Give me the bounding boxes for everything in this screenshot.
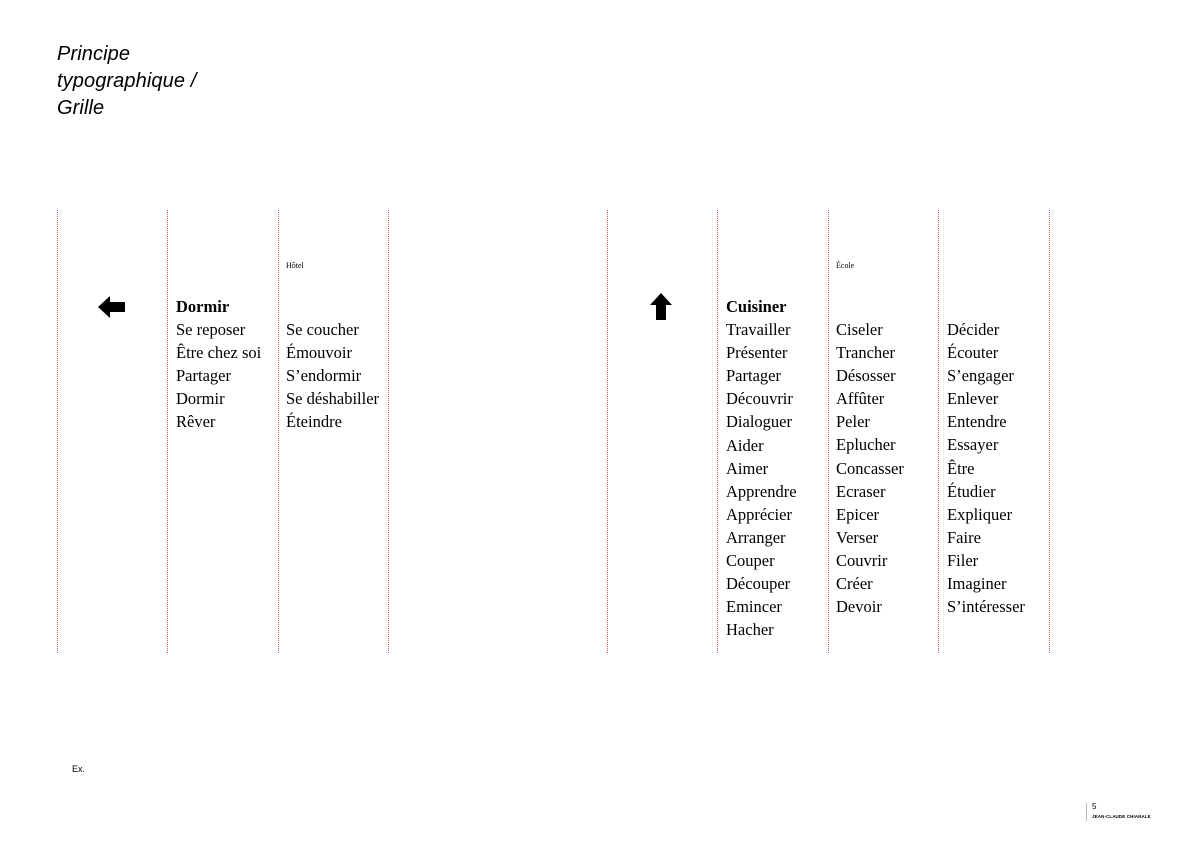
word-column — [286, 318, 379, 433]
list-item: Aimer — [726, 458, 769, 478]
list-item: Enlever — [947, 389, 999, 409]
grid-guide — [167, 210, 168, 653]
word-column — [176, 295, 261, 434]
title-line-1: Principe — [57, 43, 131, 65]
list-item: Émouvoir — [286, 343, 352, 363]
list-item: Devoir — [836, 597, 882, 617]
list-item: Découvrir — [726, 389, 793, 409]
column-heading-word: Dormir — [176, 297, 230, 316]
list-item: Dormir — [176, 389, 225, 409]
grid-guide — [717, 210, 718, 653]
footer-divider — [1086, 803, 1087, 821]
list-item: Apprendre — [726, 481, 797, 501]
arrow-up-icon — [650, 293, 672, 321]
example-caption: Ex. — [72, 764, 86, 774]
list-item: Concasser — [836, 458, 904, 478]
grid-guide — [607, 210, 608, 653]
list-item: Se déshabiller — [286, 389, 380, 409]
word-column — [836, 318, 904, 618]
grid-guide — [938, 210, 939, 653]
list-item: Epicer — [836, 504, 880, 524]
arrow-left-icon — [98, 296, 126, 318]
list-item: Arranger — [726, 527, 786, 547]
word-column — [726, 295, 797, 641]
list-item: Trancher — [836, 343, 895, 363]
grid-guide — [828, 210, 829, 653]
list-item: Peler — [836, 412, 870, 432]
list-item: Éteindre — [286, 412, 342, 432]
list-item: Couvrir — [836, 550, 888, 570]
list-item: Emincer — [726, 597, 782, 617]
list-item: Faire — [947, 527, 981, 547]
list-item: Partager — [176, 366, 231, 386]
grid-guide — [57, 210, 58, 653]
list-item: Partager — [726, 366, 781, 386]
list-item: Hacher — [726, 620, 774, 640]
list-item: Ciseler — [836, 320, 883, 339]
list-item: Se reposer — [176, 320, 246, 340]
category-label-hotel: Hôtel — [286, 261, 304, 270]
list-item: S’intéresser — [947, 597, 1025, 617]
list-item: Être — [947, 458, 975, 478]
category-label-ecole: École — [836, 261, 855, 270]
list-item: Apprécier — [726, 504, 792, 524]
list-item: Dialoguer — [726, 412, 792, 432]
list-item: Essayer — [947, 435, 999, 455]
list-item: Imaginer — [947, 574, 1007, 594]
list-item: Désosser — [836, 366, 896, 386]
list-item: Présenter — [726, 343, 788, 363]
list-item: Créer — [836, 574, 873, 594]
author-name: JEAN-CLAUDE CHIANALE — [1092, 814, 1151, 819]
list-item: Décider — [947, 320, 1000, 339]
grid-guide — [278, 210, 279, 653]
list-item: Rêver — [176, 412, 216, 432]
list-item: Eplucher — [836, 435, 896, 455]
page-number: 5 — [1092, 802, 1097, 811]
grid-guide — [388, 210, 389, 653]
list-item: Être chez soi — [176, 343, 262, 363]
list-item: Filer — [947, 550, 979, 570]
grid-guide — [1049, 210, 1050, 653]
list-item: Expliquer — [947, 504, 1013, 524]
list-item: S’endormir — [286, 366, 362, 386]
list-item: S’engager — [947, 366, 1014, 386]
list-item: Affûter — [836, 389, 885, 409]
list-item: Couper — [726, 551, 775, 571]
title-line-2: typographique / — [57, 70, 197, 92]
column-heading-word: Cuisiner — [726, 297, 787, 316]
list-item: Verser — [836, 527, 879, 547]
page-title — [57, 41, 297, 122]
word-column — [947, 318, 1025, 618]
list-item: Entendre — [947, 412, 1007, 432]
list-item: Découper — [726, 574, 791, 594]
list-item: Se coucher — [286, 320, 359, 339]
list-item: Étudier — [947, 481, 996, 501]
list-item: Aider — [726, 435, 764, 455]
title-line-3: Grille — [57, 97, 105, 119]
list-item: Écouter — [947, 343, 999, 363]
list-item: Ecraser — [836, 481, 886, 501]
list-item: Travailler — [726, 320, 791, 340]
